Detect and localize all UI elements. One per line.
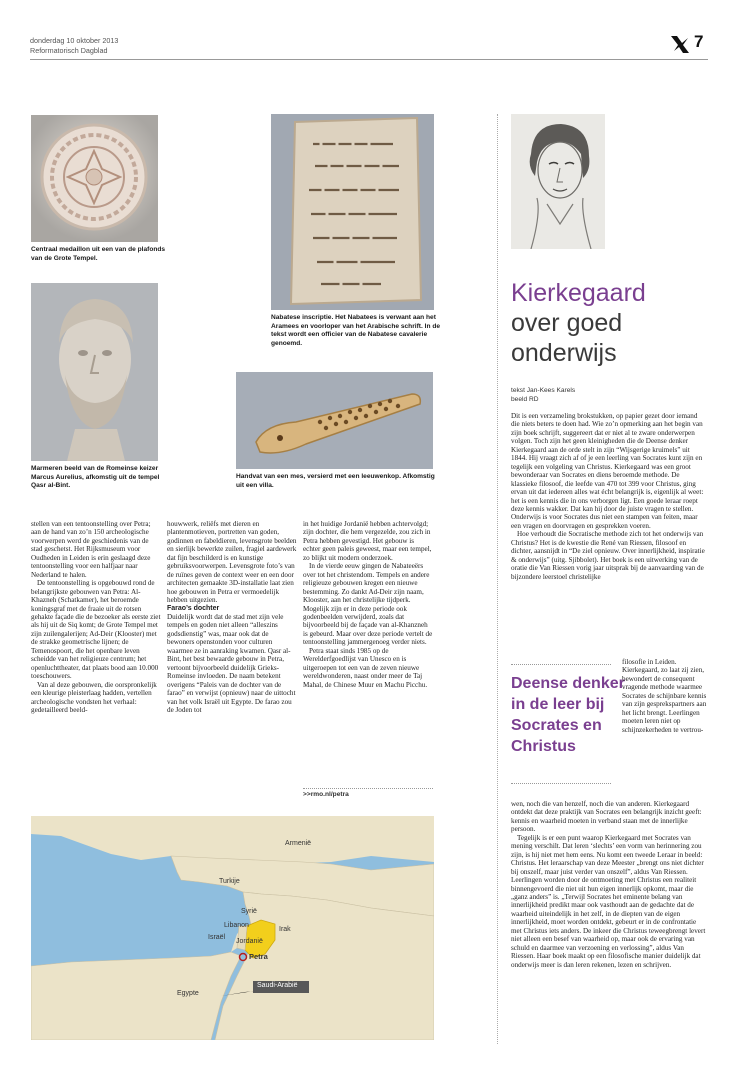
page-number: 7: [694, 32, 704, 51]
map-label-turkije: Turkije: [219, 878, 240, 885]
paragraph: Duidelijk wordt dat de stad met zijn vele tempels en goden niet alleen “alleszins godsdienstig” was, maar ook dat de bewoners openstonden voor culturen waarmee ze in aanraking kwamen. Qasr al-Bint, het best bewaarde gebouw in Petra, vertoont bijvoorbeeld duidelijk Grieks-Romeinse invloeden. De naam betekent overigens “Paleis van de dochter van de farao” en verwijst (opnieuw) naar de uittocht van het volk Israël uit Egypte. De farao zou de Joden tot: [167, 613, 296, 715]
map-label-egypte: Egypte: [177, 990, 199, 997]
subheading-farao: Farao’s dochter: [167, 604, 220, 612]
header-rule: [30, 59, 708, 60]
caption-inscriptie: Nabatese inscriptie. Het Nabatees is verwant aan het Aramees en voorloper van het Arabische schrift. In de tekst wordt een officier van de Nabatese cavalerie genoemd.: [271, 314, 441, 347]
petra-column-1: [31, 520, 161, 714]
article-title-kierkegaard: Kierkegaard: [511, 279, 646, 307]
logo-icon: [670, 34, 690, 54]
header-paper: Reformatorisch Dagblad: [30, 46, 108, 55]
photo-medaillon: [31, 115, 158, 242]
rmo-link[interactable]: >>rmo.nl/petra: [303, 791, 349, 798]
column-separator: [497, 114, 498, 1044]
paragraph: In de vierde eeuw gingen de Nabateeërs over tot het christendom. Tempels en andere religieuze gebouwen kregen een nieuwe bestemming. Zo dankt Ad-Deir zijn naam, Klooster, aan het christelijke tijdperk. Mogelijk zijn er in deze periode ook godenbeelden verwijderd, zoals dat bijvoorbeeld bij de façade van al-Khanzneh is gebeurd. Maar over deze periode vertelt de tentoonstelling jammergenoeg verder niets.: [303, 562, 433, 647]
petra-column-2: [167, 520, 297, 714]
caption-medaillon: Centraal medaillon uit een van de plafonds van de Grote Tempel.: [31, 246, 166, 262]
map-label-saudi-arabie: Saudi-Arabië: [257, 982, 298, 989]
map-label-irak: Irak: [279, 926, 291, 933]
paragraph: houwwerk, reliëfs met dieren en plantenmotieven, portretten van goden, godinnen en fabeldieren, levensgrote beelden en sierlijk bewerkte zuilen, fragiel aardewerk dat fijn beschilderd is en kunstige gebruiksvoorwerpen. Levensgrote foto’s van de ruïnes geven de context weer en een door architecten gemaakte 3D-installatie laat zien hoe gebouwen in Petra er vermoedelijk hebben uitgezien.: [167, 520, 297, 605]
map-label-libanon: Libanon: [224, 922, 249, 929]
paragraph: Dit is een verzameling brokstukken, op papier gezet door iemand die niets beters te doen had. Wie zo’n opmerking aan het begin van zijn boek schrijft, suggereert dat er niet al te zware onderwerpen volgen. Toch zijn het geen kleinigheden die de Deense denker Kierkegaard aan de orde stelt in zijn “Wijsgerige kruimels” uit 1844. Hij vraagt zich af of je een leerling van Socrates kunt zijn en tegelijk een volgeling van Christus. Kierkegaard was een groot bewonderaar van Socrates en diens beroemde methode. De klassieke filosoof, die leefde van 470 tot 399 voor Christus, ging ervan uit dat iedereen alles wat écht belangrijk is, eigenlijk al weet: het is een kennis die in ons verborgen ligt. Een goede leraar roept deze kennis wakker. Dat kan hij door de juiste vragen te stellen. Onderwijs is voor Socrates dus niet een stampen van feiten, maar een vragen en doorvragen en gesprekken voeren.: [511, 412, 704, 530]
byline-image: beeld RD: [511, 396, 539, 403]
pullquote-rule-top: [511, 664, 611, 665]
link-divider: [303, 788, 433, 789]
map-label-israel: Israël: [208, 934, 226, 941]
kierkegaard-body-1: [511, 412, 707, 581]
pullquote-rule-bottom: [511, 783, 611, 784]
photo-marcus-aurelius: [31, 283, 158, 461]
caption-marcus: Marmeren beeld van de Romeinse keizer Marcus Aurelius, afkomstig uit de tempel Qasr al-Bint.: [31, 465, 160, 490]
header-date: donderdag 10 oktober 2013: [30, 36, 119, 45]
photo-inscriptie: [271, 114, 434, 310]
byline-text: tekst Jan-Kees Karels: [511, 387, 576, 394]
paragraph: Van al deze gebouwen, die oorspronkelijk een kleurige pleisterlaag hadden, vertellen archeologische vondsten het verhaal: gedetailleerd beeld-: [31, 680, 157, 714]
paragraph: stellen van een tentoonstelling over Petra; aan de hand van zo’n 150 archeologische voorwerpen werd de geschiedenis van de stad geschetst. Het Rijksmuseum voor Oudheden in Leiden is erin geslaagd deze tentoonstelling voor een halfjaar naar Nederland te halen.: [31, 520, 151, 579]
photo-kierkegaard: [511, 114, 605, 249]
map-label-armenie: Armenië: [285, 840, 312, 847]
paragraph: Tegelijk is er een punt waarop Kierkegaard met Socrates van mening verschilt. Dat leren ‘slechts’ een vorm van herinnering zou zijn, is hij niet met hem eens. Nu komt een tweede Leraar in beeld: Christus. Het leraarschap van deze Meester „brengt ons niet dichter bij onszelf, maar juist verder van onszelf”, aldus Van Riessen. Leerlingen worden door de ontmoeting met Christus een realiteit binnengevoerd die niet uit hun eigen innerlijk opkomt, maar die „ganz anders” is. „Terwijl Socrates het eminente belang van innerlijkheid predikt maar ook vasthoudt aan de gedachte dat de waarheid uiteindelijk in het zelf, in de diepten van de eigen innerlijkheid, moet worden ontdekt, gebeurt er in de confrontatie met Christus iets anders. De inkeer die Christus teweegbrengt levert niet alleen een besef van waarheid op, maar ook de ervaring van schuld en daarmee van verzoening en verlossing”, aldus Van Riessen. Haar boek maakt op een filosofische manier duidelijk dat onderwijs meer is dan leren rekenen, lezen en schrijven.: [511, 833, 706, 969]
article-title-line3: onderwijs: [511, 339, 617, 367]
paragraph: De tentoonstelling is opgebouwd rond de belangrijkste gebouwen van Petra: Al-Khazneh (Schatkamer), het beroemde koningsgraf met de fraaie uit de rotsen gehakte façade die de bezoeker als eerste ziet als hij uit de Siq komt; de Grote Tempel met zijn zuilengalerijen; Ad-Deir (Klooster) met de strakke geometrische lijnen; de Temenospoort, die het openbare leven scheidde van het religieuze centrum; het openluchttheater, dat plaats bood aan 10.000 toeschouwers.: [31, 579, 161, 681]
kierkegaard-wrap: [622, 658, 708, 734]
paragraph: Petra staat sinds 1985 op de Werelderfgoedlijst van Unesco en is uitgeroepen tot een van de zeven nieuwe wereldwonderen, naast onder meer de Taj Mahal, de Chinese Muur en Machu Picchu.: [303, 646, 428, 689]
pullquote: Deense denker in de leer bij Socrates en Christus: [511, 675, 625, 755]
map-label-jordanie: Jordanië: [236, 938, 263, 945]
map-label-petra: Petra: [249, 952, 268, 961]
kierkegaard-body-2: [511, 800, 707, 969]
petra-column-3: [303, 520, 433, 689]
paragraph: wen, noch die van henzelf, noch die van anderen. Kierkegaard ontdekt dat deze praktijk van Socrates een belangrijk inzicht geeft: kennis en waarheid moeten in verband staan met de innerlijke persoon.: [511, 800, 702, 834]
map-label-syrie: Syrië: [241, 908, 257, 915]
article-title-line2: over goed: [511, 309, 623, 337]
paragraph: in het huidige Jordanië hebben achtervolgd; zijn dochter, die hem vergezelde, zou zich in Petra hebben gevestigd. Het gebouw is echter geen paleis geweest, maar een tempel, zo blijkt uit modern onderzoek.: [303, 520, 432, 562]
paragraph: Hoe verhoudt die Socratische methode zich tot het onderwijs van Christus? Het is de kwestie die René van Riessen, filosoof en dichter, aansnijdt in “De ziel opnieuw. Over innerlijkheid, inspiratie & onderwijs” (uitg. Sjibbolet). Het boek is een uitwerking van de oratie die Van Riessen vorig jaar uitsprak bij de aanvaarding van de bijzondere leerstoel christelijke: [511, 530, 705, 581]
paragraph: filosofie in Leiden. Kierkegaard, zo laat zij zien, bewondert de consequent vragende methode waarmee Socrates de schijnbare kennis van zijn gesprekspartners aan het licht brengt. Leerlingen moeten leren niet op schijnzekerheden te vertrou-: [622, 658, 707, 734]
photo-handvat: [236, 372, 433, 469]
caption-handvat: Handvat van een mes, versierd met een leeuwenkop. Afkomstig uit een villa.: [236, 473, 435, 489]
map-petra: [31, 816, 434, 1040]
